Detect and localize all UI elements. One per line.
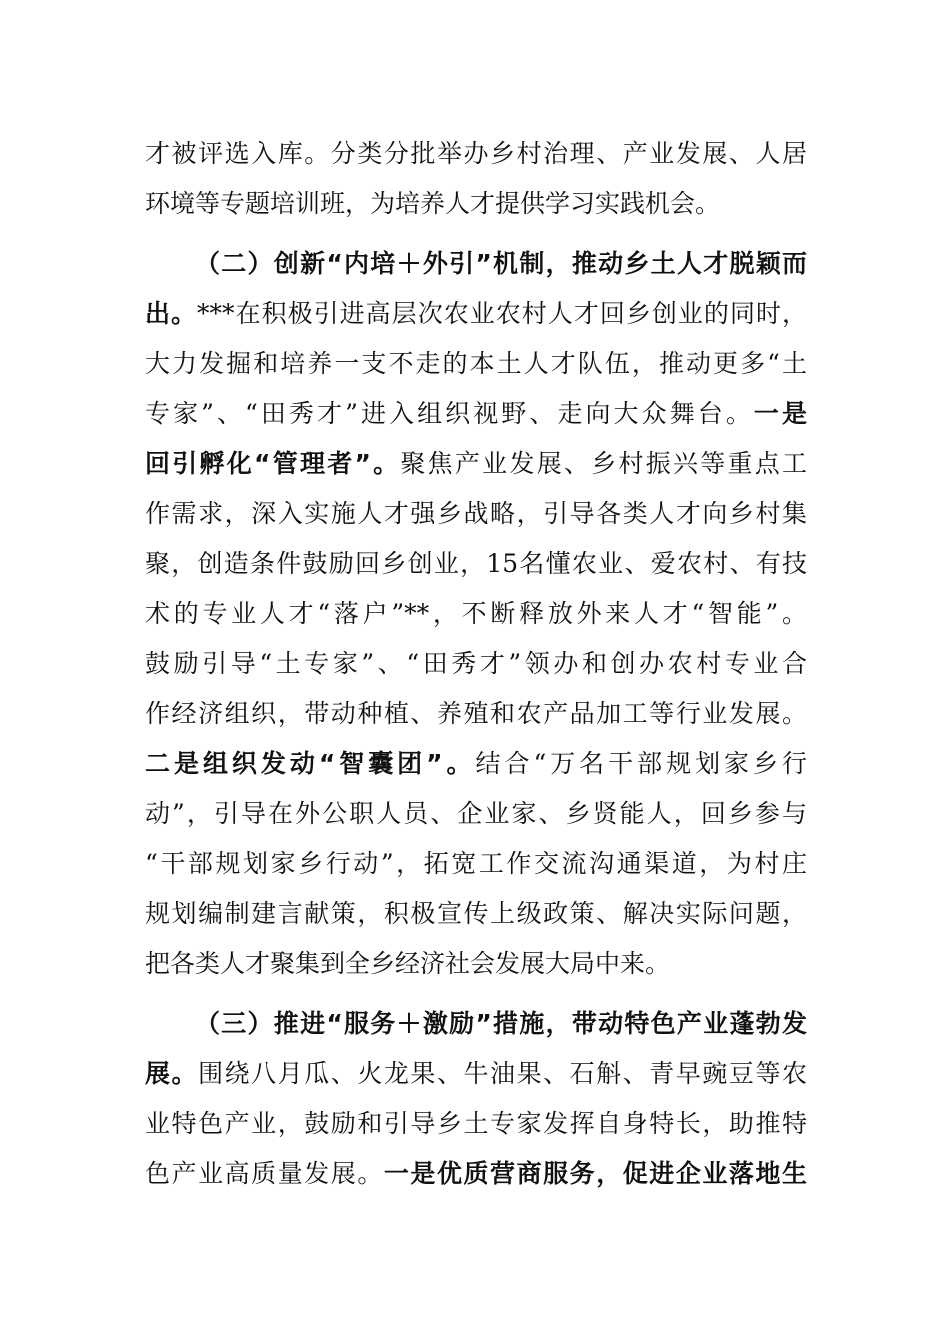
text-run: 环境等专题培训班，为培养人才提供学习实践机会。 — [145, 189, 721, 218]
point-heading: 一是优质营商服务，促进企业落地生 — [383, 1159, 807, 1188]
text-run: 专家”、“田秀才”进入组织视野、走向大众舞台。 — [145, 399, 754, 428]
paragraph-line — [145, 343, 807, 385]
text-run: 规划编制建言献策，积极宣传上级政策、解决实际问题， — [145, 899, 807, 928]
text-run: 鼓励引导“土专家”、“田秀才”领办和创办农村专业合 — [145, 649, 807, 678]
point-heading: 二是组织发动“智囊团”。 — [145, 749, 476, 778]
text-run: “干部规划家乡行动”，拓宽工作交流沟通渠道，为村庄 — [145, 849, 807, 878]
paragraph-line — [145, 1153, 807, 1195]
paragraph-line — [145, 1053, 807, 1095]
text-run: 聚焦产业发展、乡村振兴等重点工 — [400, 449, 807, 478]
paragraph-line — [145, 643, 807, 685]
paragraph-line — [145, 843, 807, 885]
text-run: 作经济组织，带动种植、养殖和农产品加工等行业发展。 — [145, 699, 807, 728]
text-run: 聚，创造条件鼓励回乡创业，15名懂农业、爱农村、有技 — [145, 549, 807, 578]
section-heading-line — [195, 243, 807, 285]
section-heading: 出。 — [145, 299, 198, 328]
text-run: 围绕八月瓜、火龙果、牛油果、石斛、青早豌豆等农 — [198, 1059, 807, 1088]
text-run: 结合“万名干部规划家乡行 — [475, 749, 807, 778]
paragraph-line — [145, 593, 807, 635]
text-run: 业特色产业，鼓励和引导乡土专家发挥自身特长，助推特 — [145, 1109, 807, 1138]
paragraph-line — [145, 793, 807, 835]
paragraph-line — [145, 183, 807, 225]
text-run: 大力发掘和培养一支不走的本土人才队伍，推动更多“土 — [145, 349, 807, 378]
paragraph-line — [145, 293, 807, 335]
text-run: 把各类人才聚集到全乡经济社会发展大局中来。 — [145, 949, 671, 978]
paragraph-line — [145, 493, 807, 535]
paragraph-line — [145, 133, 807, 175]
text-run: 才被评选入库。分类分批举办乡村治理、产业发展、人居 — [145, 139, 807, 168]
paragraph-line — [145, 943, 807, 985]
text-run: 术的专业人才“落户”**，不断释放外来人才“智能”。 — [145, 599, 807, 628]
paragraph-line — [145, 443, 807, 485]
paragraph-line — [145, 543, 807, 585]
paragraph-line — [145, 893, 807, 935]
point-heading: 回引孵化“管理者”。 — [145, 449, 401, 478]
text-run: ***在积极引进高层次农业农村人才回乡创业的同时， — [197, 299, 807, 328]
point-heading: 一是 — [753, 399, 807, 428]
paragraph-line — [145, 1103, 807, 1145]
section-heading: （三）推进“服务＋激励”措施，带动特色产业蓬勃发 — [195, 1009, 807, 1038]
paragraph-line — [145, 693, 807, 735]
text-run: 动”，引导在外公职人员、企业家、乡贤能人，回乡参与 — [145, 799, 807, 828]
section-heading-line — [195, 1003, 807, 1045]
text-run: 色产业高质量发展。 — [145, 1159, 384, 1188]
section-heading: 展。 — [145, 1059, 199, 1088]
paragraph-line — [145, 743, 807, 785]
text-run: 作需求，深入实施人才强乡战略，引导各类人才向乡村集 — [145, 499, 807, 528]
paragraph-line — [145, 393, 807, 435]
section-heading: （二）创新“内培＋外引”机制，推动乡土人才脱颖而 — [195, 249, 807, 278]
